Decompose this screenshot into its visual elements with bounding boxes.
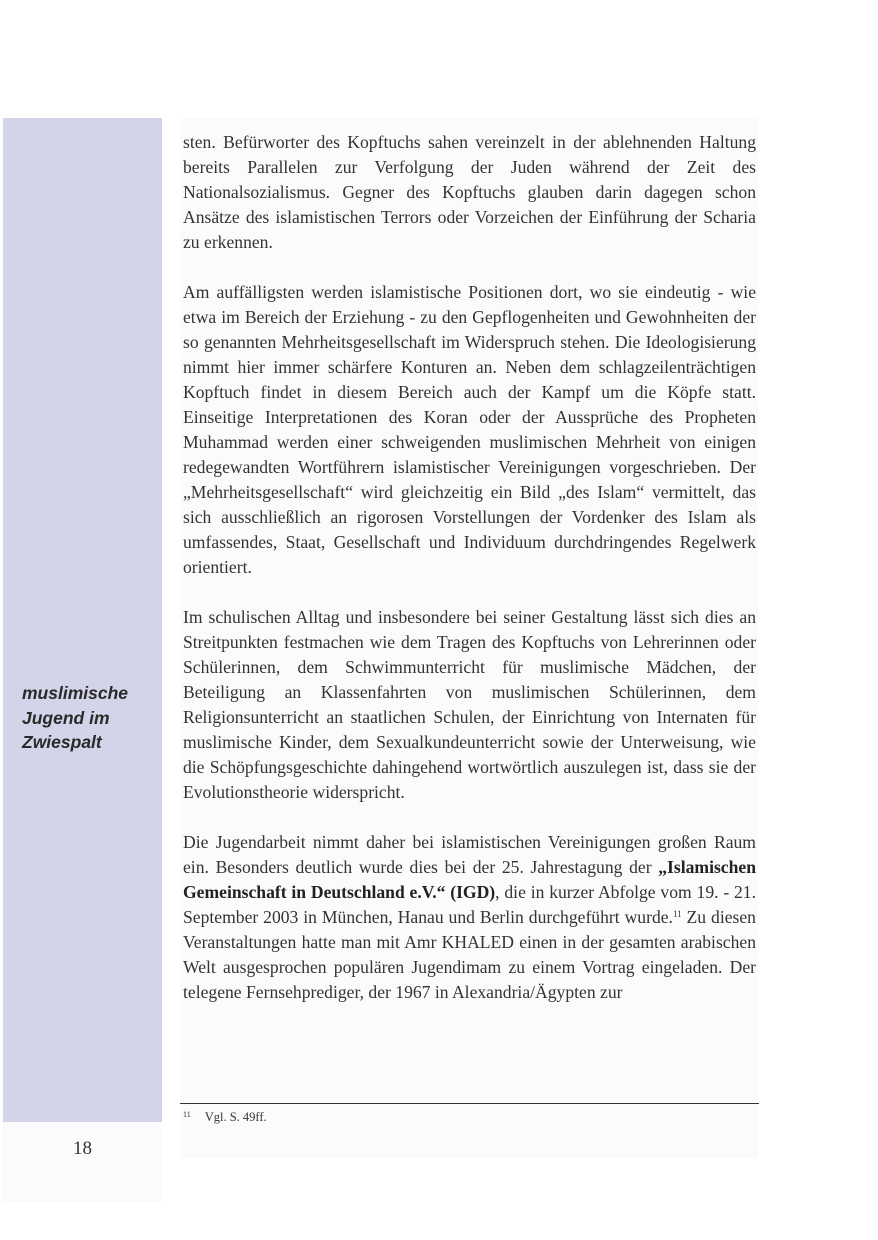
sidebar-panel — [3, 118, 162, 1122]
body-text — [183, 130, 756, 1005]
margin-note-line: muslimische — [22, 683, 129, 703]
footnote-text: Vgl. S. 49ff. — [204, 1110, 267, 1124]
paragraph: Am auffälligsten werden islamistische Positionen dort, wo sie eindeutig - wie etwa im Bereich der Erziehung - zu den Gepflogenheiten und Gewohnheiten der so genannten Mehrheitsgesellschaft im Widerspruch stehen. Die Ideologisierung nimmt hier immer schärfere Konturen an. Neben dem schlagzeilenträchtigen Kopftuch findet in diesem Bereich auch der Kampf um die Köpfe statt. Einseitige Interpretationen des Koran oder der Aussprüche des Propheten Muhammad werden einer schweigenden muslimischen Mehrheit von einigen redegewandten Wortführern islamistischer Vereinigungen vorgeschrieben. Der „Mehrheitsgesellschaft“ wird gleichzeitig ein Bild „des Islam“ vermittelt, das sich ausschließlich an rigorosen Vorstellungen der Vordenker des Islam als umfassendes, Staat, Gesellschaft und Individuum durchdringendes Regelwerk orientiert. — [183, 282, 756, 577]
footnote-reference[interactable]: 11 — [672, 909, 682, 919]
paragraph-text: Die Jugendarbeit nimmt daher bei islamistischen Vereinigungen großen Raum ein. Besonders deutlich wurde dies bei der 25. Jahrestagung der — [183, 832, 756, 877]
paragraph: sten. Befürworter des Kopftuchs sahen vereinzelt in der ablehnenden Haltung bereits Parallelen zur Verfolgung der Juden während der Zeit des Nationalsozialismus. Gegner des Kopftuchs glauben darin dagegen schon Ansätze des islamistischen Terrors oder Vorzeichen der Einführung der Scharia zu erkennen. — [183, 132, 756, 252]
footnote — [183, 1110, 267, 1125]
paragraph-text: Zu diesen Veranstaltungen hatte man mit Amr KHALED einen in der gesamten arabischen Welt ausgesprochen populären Jugendimam zu einem Vortrag eingeladen. Der telegene Fernsehprediger, der 1967 in Alexandria/Ägypten zur — [183, 907, 756, 1002]
footnote-divider — [180, 1103, 759, 1104]
paragraph — [183, 830, 756, 1005]
margin-note-line: Zwiespalt — [22, 732, 102, 752]
margin-note-line: Jugend im — [22, 707, 110, 728]
margin-note — [22, 681, 152, 755]
footnote-number: 11 — [183, 1110, 191, 1119]
organization-name: „Islamischen Gemeinschaft in Deutschland e.V.“ (IGD) — [183, 857, 756, 902]
page-number: 18 — [73, 1138, 92, 1159]
sidebar-footer — [3, 1122, 162, 1202]
paragraph: Im schulischen Alltag und insbesondere bei seiner Gestaltung lässt sich dies an Streitpunkten festmachen wie dem Tragen des Kopftuchs von Lehrerinnen oder Schülerinnen, dem Schwimmunterricht für muslimische Mädchen, der Beteiligung an Klassenfahrten von muslimischen Schülerinnen, dem Religionsunterricht an staatlichen Schulen, der Einrichtung von Internaten für muslimische Kinder, dem Sexualkundeunterricht sowie der Unterweisung, wie die Schöpfungsgeschichte dahingehend wortwörtlich auszulegen ist, dass sie der Evolutionstheorie widerspricht. — [183, 607, 756, 802]
paragraph-text: , die in kurzer Abfolge vom 19. - 21. September 2003 in München, Hanau und Berlin durchgeführt wurde. — [183, 882, 756, 927]
